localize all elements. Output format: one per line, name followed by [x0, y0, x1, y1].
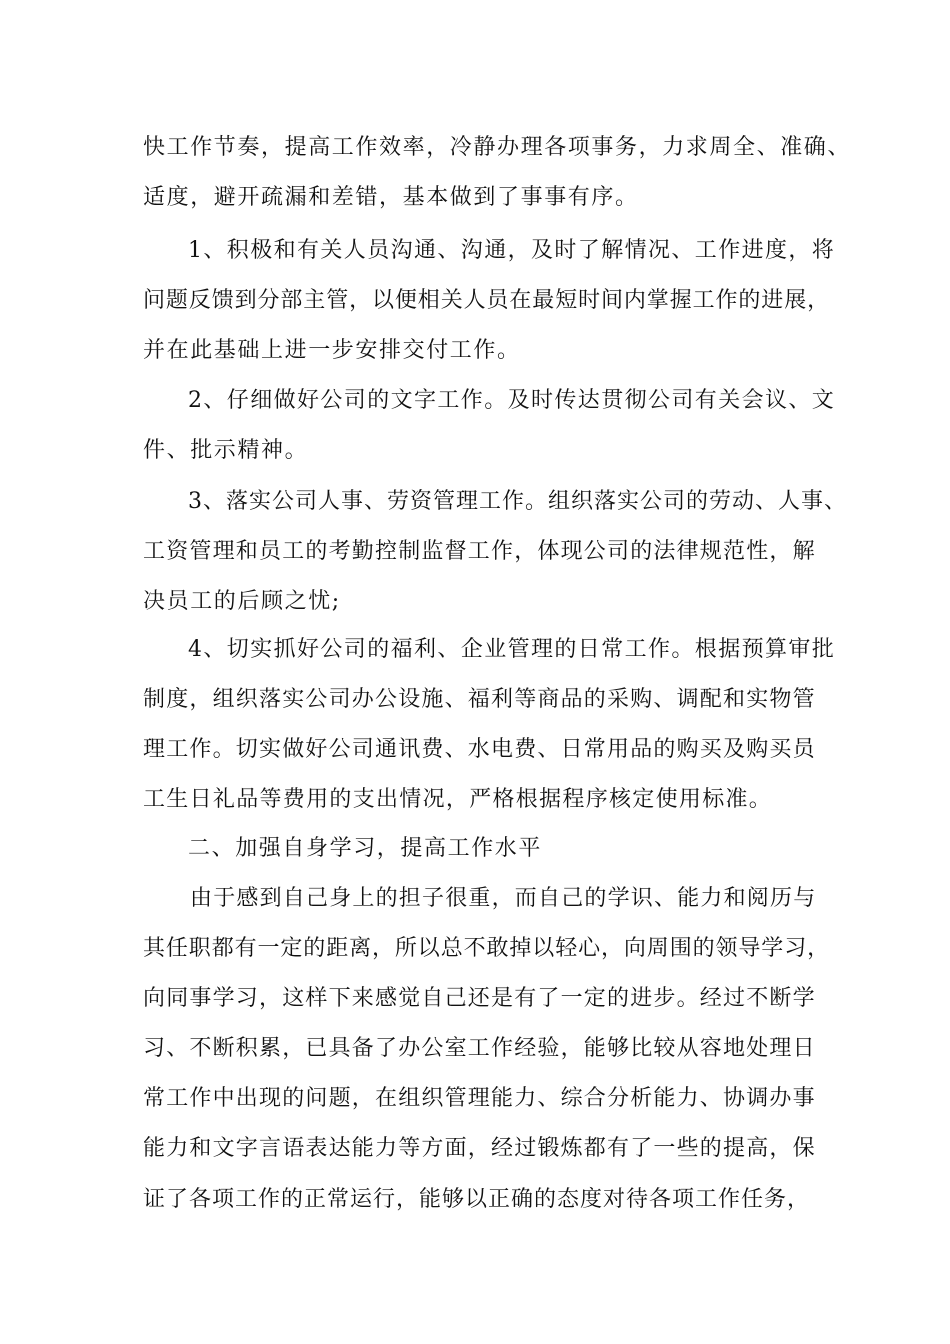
section-heading: 二、加强自身学习，提高工作水平 — [188, 836, 543, 861]
text-line-2: 适度，避开疏漏和差错，基本做到了事事有序。 — [143, 185, 639, 210]
text-line-11: 4、切实抓好公司的福利、企业管理的日常工作。根据预算审批 — [188, 637, 836, 662]
text-line-6: 2、仔细做好公司的文字工作。及时传达贯彻公司有关会议、文 — [188, 388, 836, 413]
text-line-12: 制度，组织落实公司办公设施、福利等商品的采购、调配和实物管 — [143, 687, 816, 712]
text-line-10: 决员工的后顾之忧; — [143, 589, 341, 614]
text-line-13: 理工作。切实做好公司通讯费、水电费、日常用品的购买及购买员 — [143, 737, 816, 762]
text-line-16: 由于感到自己身上的担子很重，而自己的学识、能力和阅历与 — [190, 886, 817, 911]
text-line-4: 问题反馈到分部主管，以便相关人员在最短时间内掌握工作的进展， — [143, 288, 831, 313]
text-line-8: 3、落实公司人事、劳资管理工作。组织落实公司的劳动、人事、 — [188, 489, 847, 514]
text-line-5: 并在此基础上进一步安排交付工作。 — [143, 338, 521, 363]
text-line-18: 向同事学习，这样下来感觉自己还是有了一定的进步。经过不断学 — [143, 986, 816, 1011]
text-line-22: 证了各项工作的正常运行，能够以正确的态度对待各项工作任务， — [143, 1187, 811, 1212]
text-line-20: 常工作中出现的问题，在组织管理能力、综合分析能力、协调办事 — [143, 1086, 816, 1111]
text-line-21: 能力和文字言语表达能力等方面，经过锻炼都有了一些的提高，保 — [143, 1136, 816, 1161]
text-line-9: 工资管理和员工的考勤控制监督工作，体现公司的法律规范性，解 — [143, 539, 816, 564]
text-line-19: 习、不断积累，已具备了办公室工作经验，能够比较从容地处理日 — [143, 1036, 816, 1061]
text-line-17: 其任职都有一定的距离，所以总不敢掉以轻心，向周围的领导学习， — [143, 936, 831, 961]
text-line-14: 工生日礼品等费用的支出情况，严格根据程序核定使用标准。 — [143, 787, 773, 812]
text-line-3: 1、积极和有关人员沟通、沟通，及时了解情况、工作进度，将 — [188, 238, 836, 263]
text-line-1: 快工作节奏，提高工作效率，冷静办理各项事务，力求周全、准确、 — [143, 135, 852, 160]
text-line-7: 件、批示精神。 — [143, 438, 309, 463]
